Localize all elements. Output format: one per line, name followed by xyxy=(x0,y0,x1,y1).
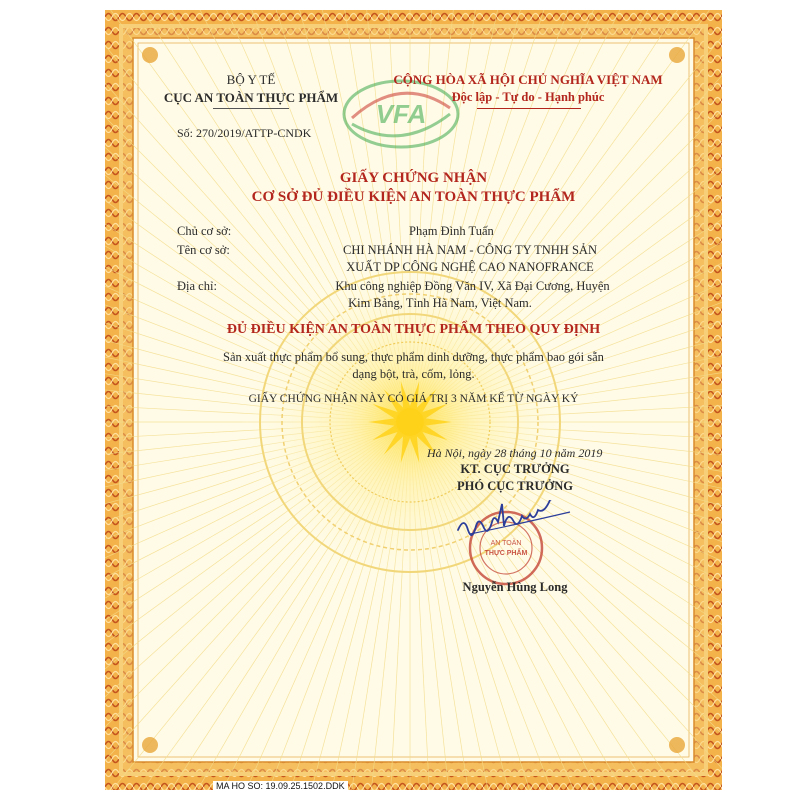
agency-name: CỤC AN TOÀN THỰC PHẨM xyxy=(163,90,339,105)
facility-name-line1: CHI NHÁNH HÀ NAM - CÔNG TY TNHH SẢN xyxy=(343,243,597,257)
vfa-logo xyxy=(342,78,460,150)
nation-name: CỘNG HÒA XÃ HỘI CHỦ NGHĨA VIỆT NAM xyxy=(393,72,663,87)
ministry-name: BỘ Y TẾ xyxy=(226,72,276,87)
header-left-underline xyxy=(213,108,289,109)
signer-name: Nguyễn Hùng Long xyxy=(462,580,568,594)
svg-text:AN TOÀN: AN TOÀN xyxy=(490,540,522,547)
header-right-underline xyxy=(477,108,581,109)
scope-line1: Sản xuất thực phẩm bổ sung, thực phẩm dinh dưỡng, thực phẩm bao gói sẵn xyxy=(223,350,604,364)
owner-value: Phạm Đình Tuấn xyxy=(409,224,494,238)
vfa-logo-text: VFA xyxy=(375,99,427,129)
compliance-statement: ĐỦ ĐIỀU KIỆN AN TOÀN THỰC PHẨM THEO QUY ĐỊNH xyxy=(226,322,601,337)
nation-motto: Độc lập - Tự do - Hạnh phúc xyxy=(451,90,605,104)
issue-date: Hà Nội, ngày 28 tháng 10 năm 2019 xyxy=(427,446,603,460)
address-line2: Kim Bảng, Tỉnh Hà Nam, Việt Nam. xyxy=(348,296,532,310)
svg-text:THỰC PHẨM: THỰC PHẨM xyxy=(484,550,528,557)
title-sub: CƠ SỞ ĐỦ ĐIỀU KIỆN AN TOÀN THỰC PHẨM xyxy=(251,189,576,205)
certificate-document xyxy=(105,10,722,790)
signer-title-1: KT. CỤC TRƯỞNG xyxy=(460,462,570,476)
signer-title-2: PHÓ CỤC TRƯỞNG xyxy=(457,479,573,493)
owner-label: Chủ cơ sở: xyxy=(177,224,232,238)
facility-name-line2: XUẤT DP CÔNG NGHỆ CAO NANOFRANCE xyxy=(346,260,594,274)
address-label: Địa chỉ: xyxy=(177,279,217,293)
certificate-number: Số: 270/2019/ATTP-CNDK xyxy=(177,126,312,140)
validity-text: GIẤY CHỨNG NHẬN NÀY CÓ GIÁ TRỊ 3 NĂM KỂ TỪ NGÀY KÝ xyxy=(248,393,579,405)
facility-name-label: Tên cơ sở: xyxy=(177,243,230,257)
dossier-code: MA HO SO: 19.09.25.1502.DDK xyxy=(213,781,348,791)
title-main: GIẤY CHỨNG NHẬN xyxy=(339,170,488,186)
scope-line2: dạng bột, trà, cốm, lỏng. xyxy=(352,367,475,381)
address-line1: Khu công nghiệp Đồng Văn IV, Xã Đại Cương, Huyện xyxy=(335,279,610,293)
handwritten-signature xyxy=(450,500,600,550)
